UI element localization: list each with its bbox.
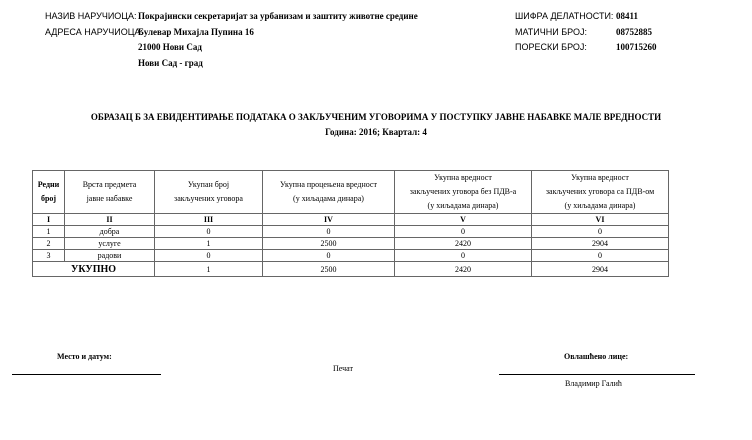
signature-line	[499, 374, 695, 375]
table-cell: 1	[33, 226, 65, 238]
contracts-table	[32, 170, 669, 277]
total-label: УКУПНО	[33, 262, 155, 277]
total-count: 1	[155, 262, 263, 277]
table-cell: 3	[33, 250, 65, 262]
place-date-line	[12, 374, 161, 375]
activity-code-label: ШИФРА ДЕЛАТНОСТИ:	[515, 11, 614, 21]
table-cell: 0	[155, 226, 263, 238]
table-cell: 1	[155, 238, 263, 250]
activity-code-value: 08411	[616, 11, 639, 21]
roman-numeral: III	[155, 214, 263, 226]
client-name-label: НАЗИВ НАРУЧИОЦА:	[45, 11, 137, 21]
col-header-estimated-value: Укупна процењена вредност (у хиљадама динара)	[263, 171, 395, 214]
table-cell: 0	[395, 250, 532, 262]
authorized-person-label: Овлашћено лице:	[564, 352, 629, 361]
col-header-subject-type: Врста предмета јавне набавке	[65, 171, 155, 214]
tax-number-label: ПОРЕСКИ БРОЈ:	[515, 42, 587, 52]
col-header-value-with-vat: Укупна вредност закључених уговора са ПДВ-ом (у хиљадама динара)	[532, 171, 669, 214]
roman-numeral: VI	[532, 214, 669, 226]
table-cell: радови	[65, 250, 155, 262]
table-row	[33, 238, 669, 250]
table-roman-row	[33, 214, 669, 226]
total-without-vat: 2420	[395, 262, 532, 277]
table-cell: 2904	[532, 238, 669, 250]
table-cell: 2	[33, 238, 65, 250]
client-name-value: Покрајински секретаријат за урбанизам и заштиту животне средине	[138, 11, 418, 21]
form-period: Година: 2016; Квартал: 4	[325, 127, 427, 137]
client-address-city: 21000 Нови Сад	[138, 42, 202, 52]
client-address-label: АДРЕСА НАРУЧИОЦА:	[45, 27, 143, 37]
tax-number-value: 100715260	[616, 42, 657, 52]
roman-numeral: I	[33, 214, 65, 226]
col-header-value-without-vat: Укупна вредност закључених уговора без ПДВ-а (у хиљадама динара)	[395, 171, 532, 214]
table-cell: услуге	[65, 238, 155, 250]
table-header-row	[33, 171, 669, 214]
table-total-row	[33, 262, 669, 277]
total-with-vat: 2904	[532, 262, 669, 277]
table-row	[33, 250, 669, 262]
col-header-number: Редни број	[33, 171, 65, 214]
table-cell: 0	[532, 226, 669, 238]
registration-number-label: МАТИЧНИ БРОЈ:	[515, 27, 587, 37]
stamp-label: Печат	[333, 364, 353, 373]
place-date-label: Место и датум:	[57, 352, 112, 361]
roman-numeral: II	[65, 214, 155, 226]
table-cell: 0	[395, 226, 532, 238]
client-address-region: Нови Сад - град	[138, 58, 203, 68]
col-header-contract-count: Укупан број закључених уговора	[155, 171, 263, 214]
table-cell: 0	[155, 250, 263, 262]
roman-numeral: V	[395, 214, 532, 226]
registration-number-value: 08752885	[616, 27, 652, 37]
table-cell: 0	[263, 250, 395, 262]
table-cell: добра	[65, 226, 155, 238]
roman-numeral: IV	[263, 214, 395, 226]
client-address-value: Булевар Михајла Пупина 16	[138, 27, 254, 37]
table-cell: 2500	[263, 238, 395, 250]
table-row	[33, 226, 669, 238]
table-cell: 2420	[395, 238, 532, 250]
table-cell: 0	[532, 250, 669, 262]
table-cell: 0	[263, 226, 395, 238]
authorized-person-name: Владимир Галић	[565, 379, 622, 388]
form-title: ОБРАЗАЦ Б ЗА ЕВИДЕНТИРАЊЕ ПОДАТАКА О ЗАКЉУЧЕНИМ УГОВОРИМА У ПОСТУПКУ ЈАВНЕ НАБАВКЕ МАЛЕ ВРЕДНОСТИ	[90, 112, 662, 122]
total-estimated: 2500	[263, 262, 395, 277]
